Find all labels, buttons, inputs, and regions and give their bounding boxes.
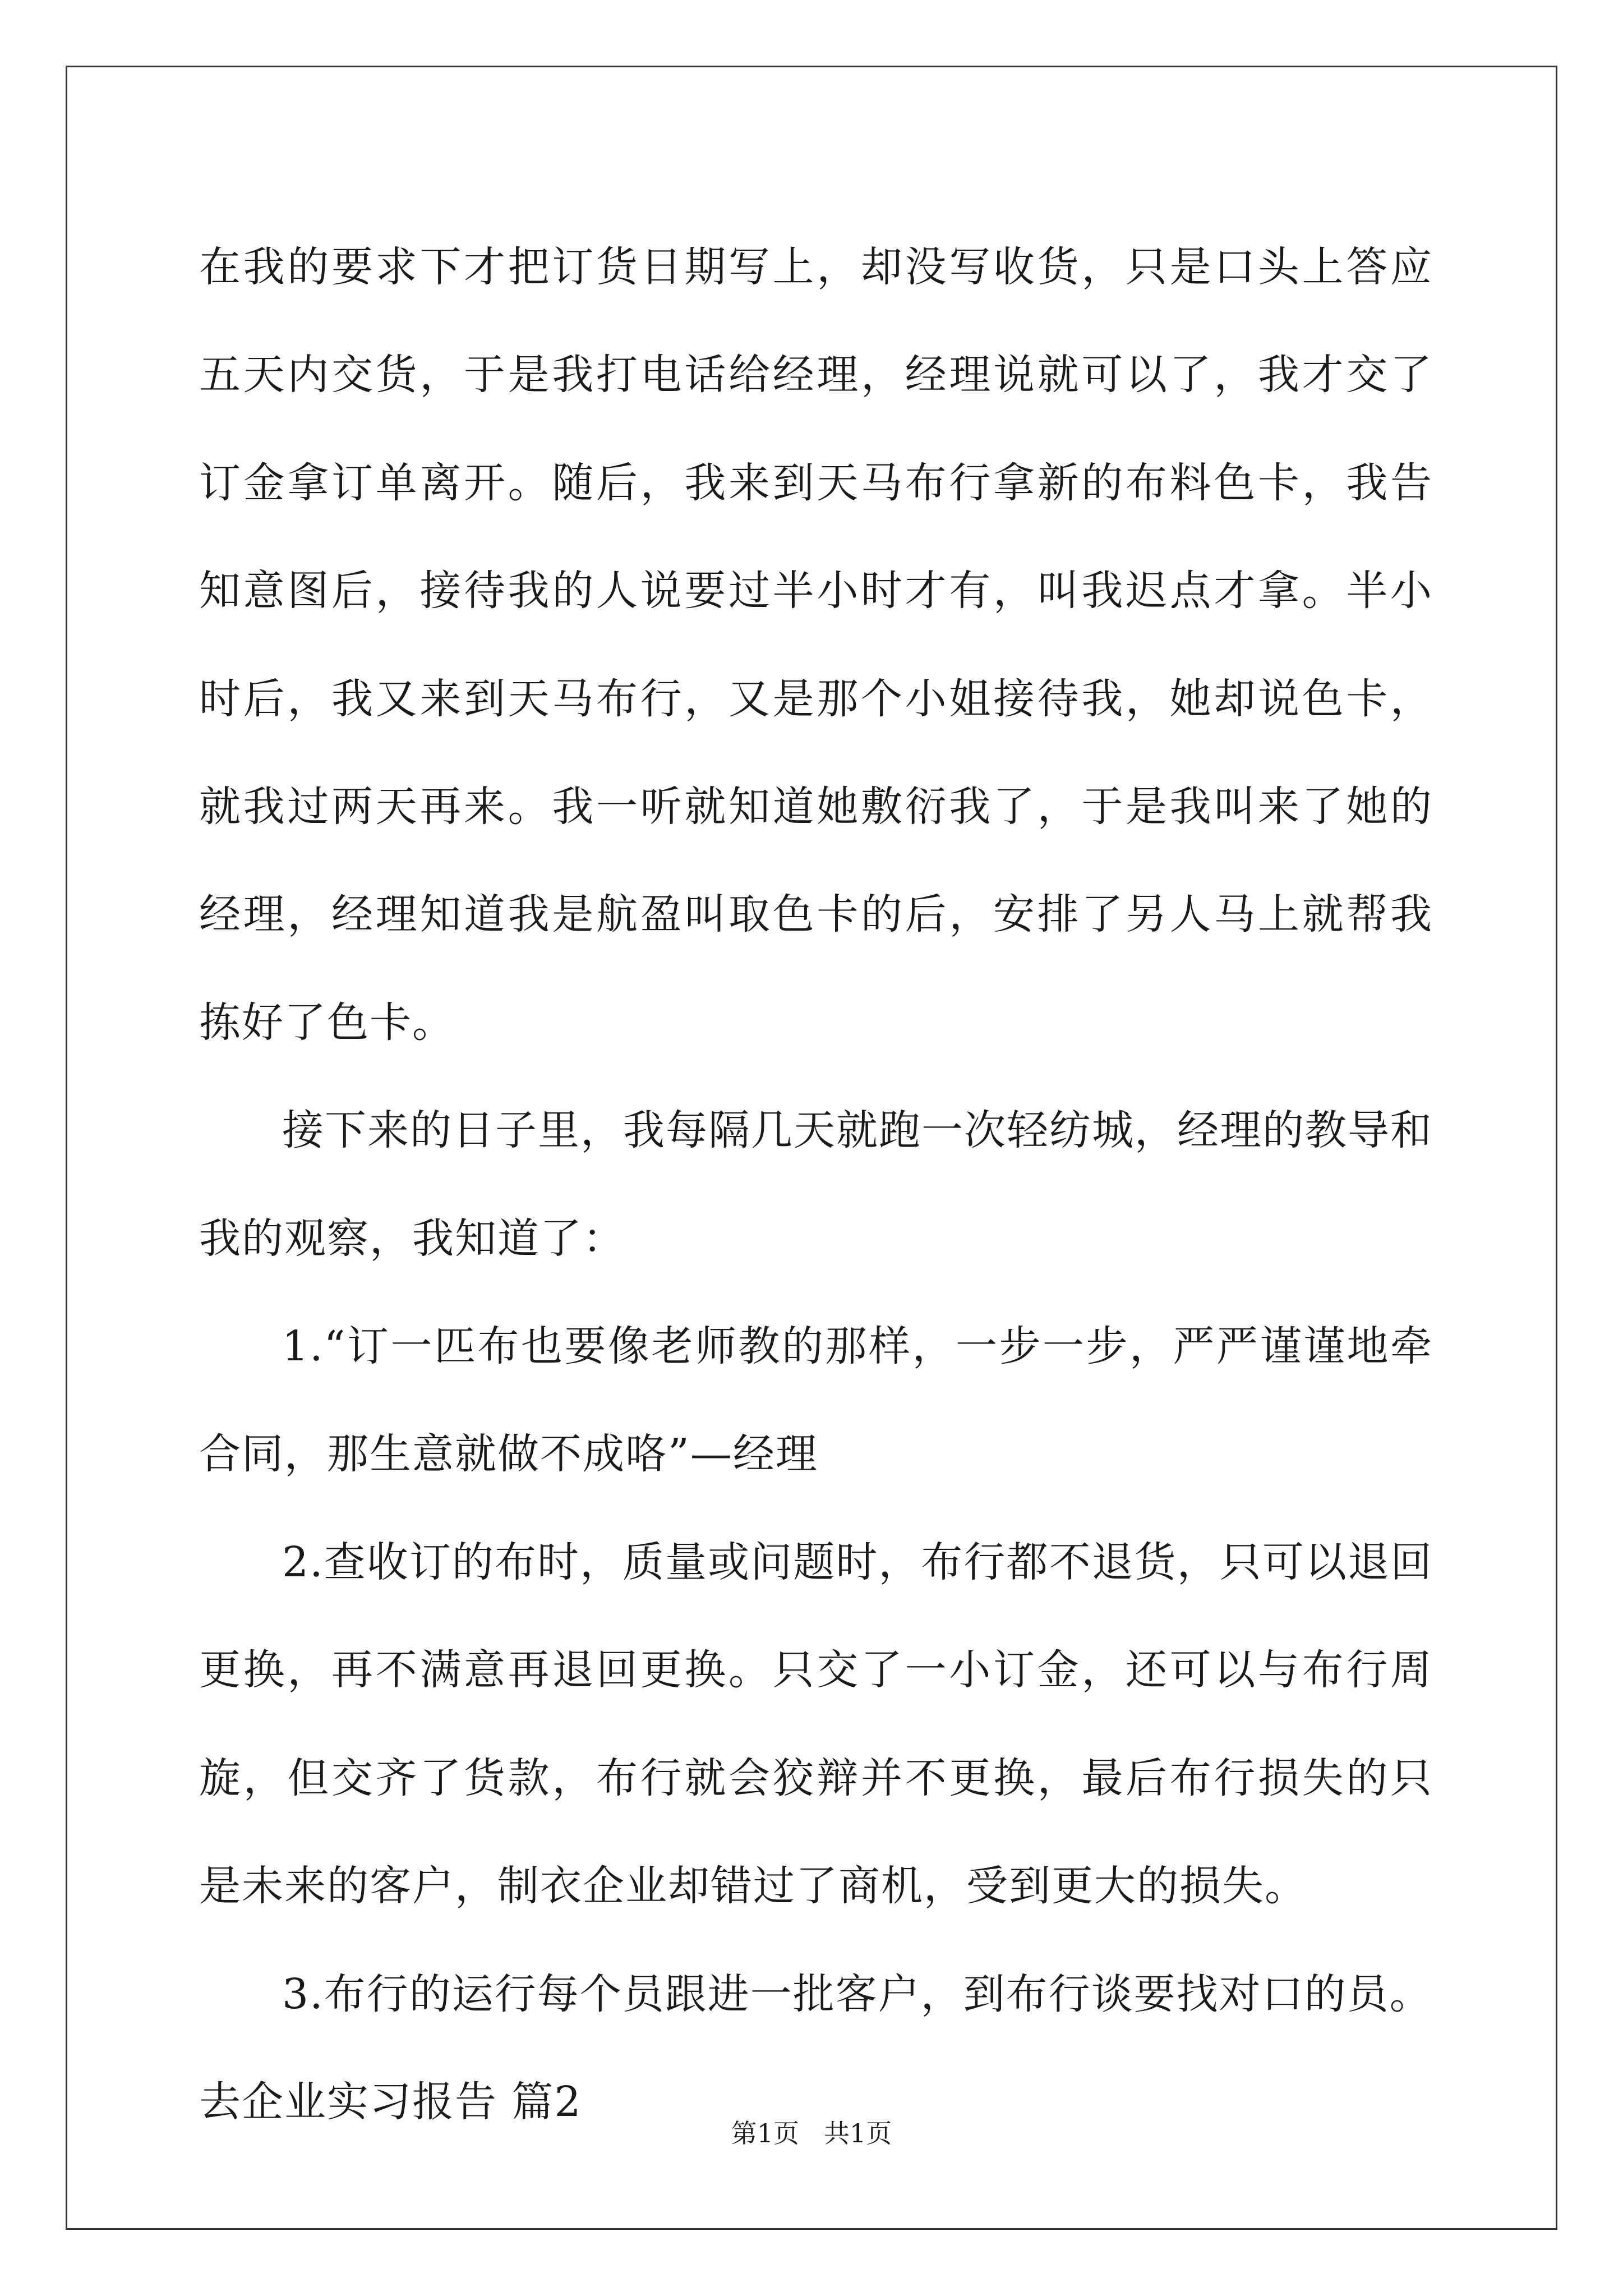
page-total: 共1页 xyxy=(824,2118,892,2148)
list-item-2: 2.查收订的布时，质量或问题时，布行都不退货，只可以退回更换，再不满意再退回更换。只交了一小订金，还可以与布行周旋，但交齐了货款，布行就会狡辩并不更换，最后布行损失的只是未来的客户，制衣企业却错过了商机，受到更大的损失。 xyxy=(199,1538,1433,1911)
paragraph-intro: 接下来的日子里，我每隔几天就跑一次轻纺城，经理的教导和我的观察，我知道了： xyxy=(199,1106,1433,1263)
section-heading: 去企业实习报告 篇2 xyxy=(199,2077,582,2126)
list-item-1: 1.“订一匹布也要像老师教的那样，一步一步，严严谨谨地牵合同，那生意就做不成咯”—经理 xyxy=(199,1322,1433,1479)
document-body xyxy=(199,213,1433,2156)
paragraph-continuation: 在我的要求下才把订货日期写上，却没写收货，只是口头上答应五天内交货，于是我打电话给经理，经理说就可以了，我才交了订金拿订单离开。随后，我来到天马布行拿新的布料色卡，我告知意图后，接待我的人说要过半小时才有，叫我迟点才拿。半小时后，我又来到天马布行，又是那个小姐接待我，她却说色卡，就我过两天再来。我一听就知道她敷衍我了，于是我叫来了她的经理，经理知道我是航盈叫取色卡的后，安排了另人马上就帮我拣好了色卡。 xyxy=(199,243,1433,1047)
page-footer xyxy=(0,2116,1623,2150)
list-item-3: 3.布行的运行每个员跟进一批客户，到布行谈要找对口的员。 xyxy=(282,1970,1432,2018)
page-number: 第1页 xyxy=(731,2118,799,2148)
